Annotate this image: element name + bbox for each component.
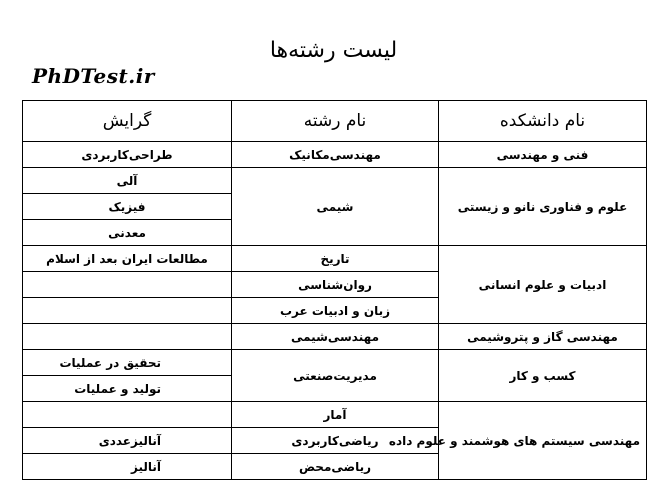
table-row [23, 324, 647, 350]
major-cell: شیمی [232, 168, 439, 246]
table-row [23, 142, 647, 168]
header-major: نام رشته [232, 101, 439, 142]
specialization-cell [23, 324, 232, 350]
specialization-cell [23, 272, 232, 298]
major-cell: مهندسی‌شیمی [232, 324, 439, 350]
faculty-cell: کسب و کار [439, 350, 647, 402]
header-faculty: نام دانشکده [439, 101, 647, 142]
table-row [23, 246, 647, 272]
faculty-cell: مهندسی سیستم های هوشمند و علوم داده [439, 402, 647, 480]
specialization-cell: فیزیک [23, 194, 232, 220]
specialization-cell: آنالیز [23, 454, 232, 480]
major-cell: روان‌شناسی [232, 272, 439, 298]
specialization-cell: طراحی‌کاربردی [23, 142, 232, 168]
specialization-cell [23, 402, 232, 428]
site-logo: PhDTest.ir [32, 64, 155, 88]
major-cell: زبان و ادبیات عرب [232, 298, 439, 324]
header-specialization: گرایش [23, 101, 232, 142]
major-cell: تاریخ [232, 246, 439, 272]
page-title: لیست رشته‌ها [269, 38, 398, 63]
specialization-cell: تولید و عملیات [23, 376, 232, 402]
specialization-cell: تحقیق در عملیات [23, 350, 232, 376]
specialization-cell [23, 298, 232, 324]
major-cell: آمار [232, 402, 439, 428]
specialization-cell: مطالعات ایران بعد از اسلام [23, 246, 232, 272]
table-row [23, 402, 647, 428]
specialization-cell: معدنی [23, 220, 232, 246]
major-cell: ریاضی‌کاربردی [232, 428, 439, 454]
table-header-row [23, 101, 647, 142]
majors-table [22, 100, 647, 480]
specialization-cell: آلی [23, 168, 232, 194]
major-cell: مدیریت‌صنعتی [232, 350, 439, 402]
faculty-cell: ادبیات و علوم انسانی [439, 246, 647, 324]
table-row [23, 168, 647, 194]
table-row [23, 350, 647, 376]
faculty-cell: مهندسی گاز و پتروشیمی [439, 324, 647, 350]
specialization-cell: آنالیزعددی [23, 428, 232, 454]
major-cell: مهندسی‌مکانیک [232, 142, 439, 168]
major-cell: ریاضی‌محض [232, 454, 439, 480]
faculty-cell: فنی و مهندسی [439, 142, 647, 168]
faculty-cell: علوم و فناوری نانو و زیستی [439, 168, 647, 246]
